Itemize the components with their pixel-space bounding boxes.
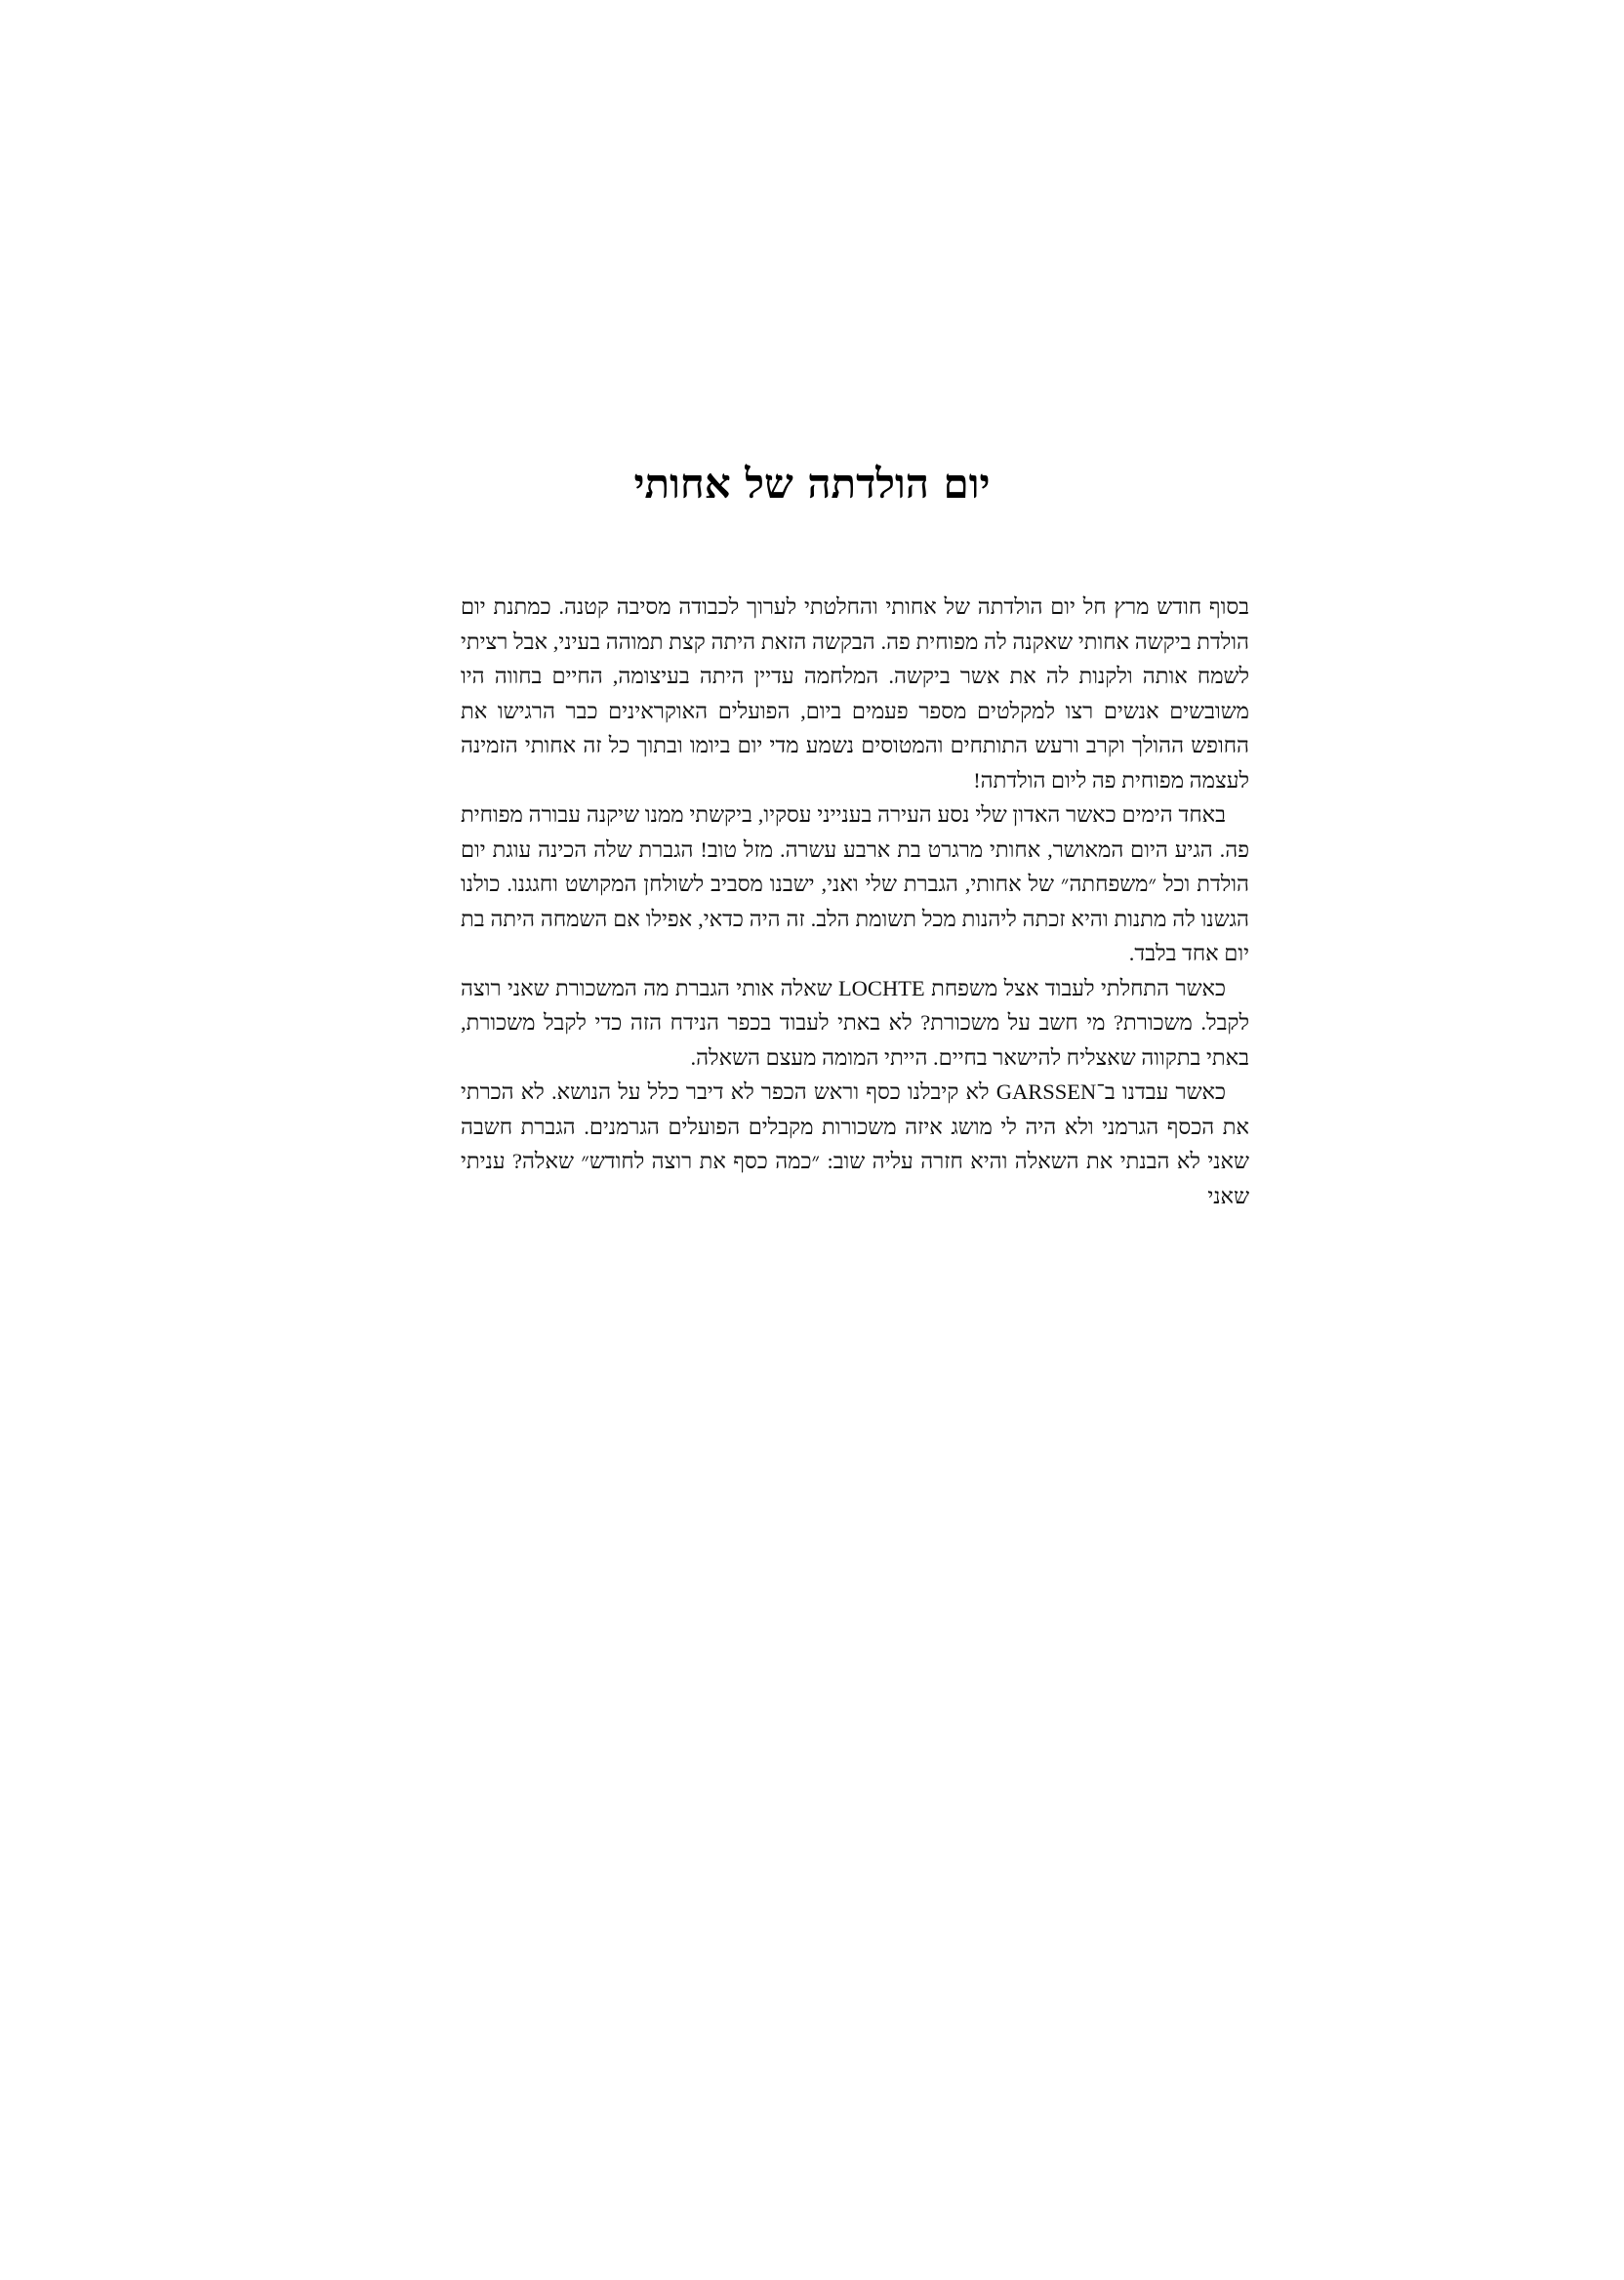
paragraph: באחד הימים כאשר האדון שלי נסע העירה בענייני עסקיו, ביקשתי ממנו שיקנה עבורה מפוחית פה. הגיע היום המאושר, אחותי מרגרט בת ארבע עשרה. מזל טוב! הגברת שלה הכינה עוגת יום הולדת וכל ״משפחתה״ של אחותי, הגברת שלי ואני, ישבנו מסביב לשולחן המקושט וחגגנו. כולנו הגשנו לה מתנות והיא זכתה ליהנות מכל תשומת הלב. זה היה כדאי, אפילו אם השמחה היתה בת יום אחד בלבד. (461, 802, 1249, 965)
page-title: יום הולדתה של אחותי (633, 460, 991, 508)
paragraph: כאשר התחלתי לעבוד אצל משפחת LOCHTE שאלה אותי הגברת מה המשכורת שאני רוצה לקבל. משכורת? מי חשב על משכורת? לא באתי לעבוד בכפר הנידח הזה כדי לקבל משכורת, באתי בתקווה שאצליח להישאר בחיים. הייתי המומה מעצם השאלה. (461, 975, 1249, 1070)
paragraph: כאשר עבדנו ב־GARSSEN לא קיבלנו כסף וראש הכפר לא דיבר כלל על הנושא. לא הכרתי את הכסף הגרמני ולא היה לי מושג איזה משכורות מקבלים הפועלים הגרמנים. הגברת חשבה שאני לא הבנתי את השאלה והיא חזרה עליה שוב: ״כמה כסף את רוצה לחודש״ שאלה? עניתי שאני (461, 1079, 1249, 1208)
body-text (461, 590, 1249, 1213)
paragraph: בסוף חודש מרץ חל יום הולדתה של אחותי והחלטתי לערוך לכבודה מסיבה קטנה. כמתנת יום הולדת ביקשה אחותי שאקנה לה מפוחית פה. הבקשה הזאת היתה קצת תמוהה בעיני, אבל רציתי לשמח אותה ולקנות לה את אשר ביקשה. המלחמה עדיין היתה בעיצומה, החיים בחווה היו משובשים אנשים רצו למקלטים מספר פעמים ביום, הפועלים האוקראינים כבר הרגישו את החופש ההולך וקרב ורעש התותחים והמטוסים נשמע מדי יום ביומו ובתוך כל זה אחותי הזמינה לעצמה מפוחית פה ליום הולדתה! (461, 594, 1249, 793)
